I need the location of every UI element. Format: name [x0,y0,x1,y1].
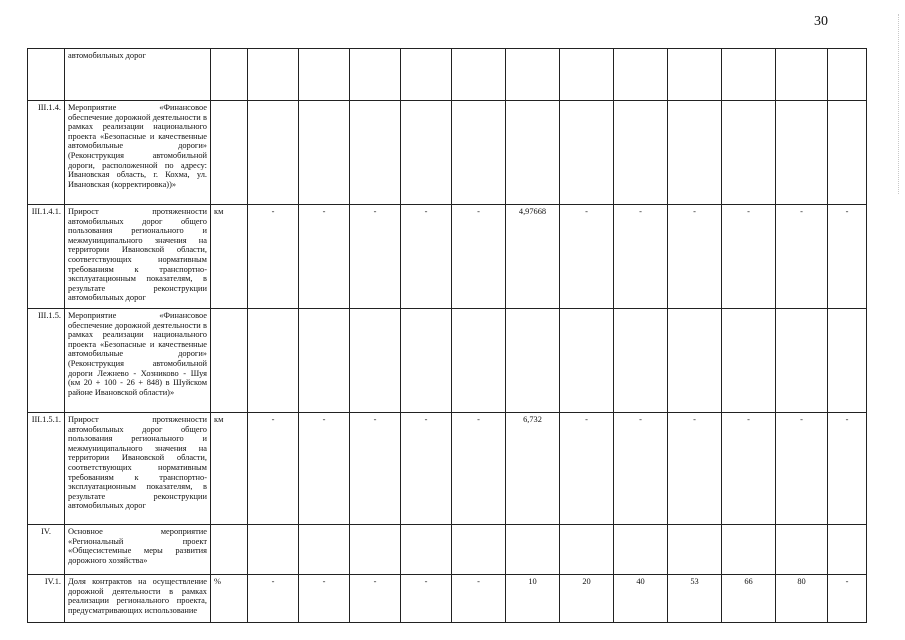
value-cell [828,49,867,101]
table-row [28,49,867,101]
table-row [28,413,867,525]
row-description: Мероприятие «Финансовое обеспечение дорожной деятельности в рамках реализации национального проекта «Безопасные и качественные автомобильные дороги» (Реконструкция автомобильной дороги, расположенной по адресу: Ивановская область, г. Кохма, ул. Ивановская (корректировка))» [65,101,211,205]
row-code: III.1.4.1. [28,205,65,309]
value-cell [299,49,350,101]
value-cell: - [299,205,350,309]
value-cell: 20 [560,575,614,623]
value-cell [614,309,668,413]
table-row [28,205,867,309]
value-cell [614,49,668,101]
value-cell [506,101,560,205]
row-unit: км [211,413,248,525]
value-cell [614,101,668,205]
value-cell [776,101,828,205]
value-cell [722,49,776,101]
value-cell: - [248,205,299,309]
row-unit: % [211,575,248,623]
row-description: Основное мероприятие «Региональный проект «Общесистемные меры развития дорожного хозяйства» [65,525,211,575]
value-cell [452,101,506,205]
value-cell: - [722,205,776,309]
value-cell [506,309,560,413]
table-row [28,525,867,575]
value-cell: 40 [614,575,668,623]
value-cell: - [350,575,401,623]
value-cell: - [401,575,452,623]
value-cell [401,49,452,101]
value-cell: 80 [776,575,828,623]
value-cell [248,309,299,413]
value-cell: - [299,413,350,525]
value-cell [560,525,614,575]
value-cell [350,525,401,575]
value-cell: - [248,413,299,525]
value-cell: - [248,575,299,623]
value-cell [506,49,560,101]
table-row [28,575,867,623]
value-cell [560,49,614,101]
value-cell [350,309,401,413]
value-cell [452,49,506,101]
value-cell: - [828,413,867,525]
value-cell [299,101,350,205]
value-cell: - [401,205,452,309]
value-cell [668,101,722,205]
value-cell [401,525,452,575]
row-unit [211,101,248,205]
row-description: Доля контрактов на осуществление дорожной деятельности в рамках реализации регионального проекта, предусматривающих использование [65,575,211,623]
value-cell: - [299,575,350,623]
value-cell [668,49,722,101]
page-number: 30 [814,14,828,29]
value-cell [722,309,776,413]
value-cell [776,309,828,413]
value-cell: - [614,205,668,309]
row-unit [211,309,248,413]
value-cell: 66 [722,575,776,623]
row-description: Мероприятие «Финансовое обеспечение дорожной деятельности в рамках реализации национального проекта «Безопасные и качественные автомобильные дороги» (Реконструкция автомобильной дороги Лежнево - Хозниково - Шуя (км 20 + 100 - 26 + 848) в Шуйском районе Ивановской области)» [65,309,211,413]
table-row [28,101,867,205]
value-cell: - [560,413,614,525]
row-unit: км [211,205,248,309]
value-cell [722,101,776,205]
value-cell [560,101,614,205]
value-cell: - [668,413,722,525]
value-cell [299,309,350,413]
row-code: IV.1. [28,575,65,623]
row-code [28,49,65,101]
indicator-table [27,48,867,623]
value-cell: 53 [668,575,722,623]
value-cell: - [452,413,506,525]
value-cell [350,49,401,101]
value-cell [614,525,668,575]
row-description: автомобильных дорог [65,49,211,101]
table-row [28,309,867,413]
value-cell [828,101,867,205]
value-cell: - [401,413,452,525]
value-cell [560,309,614,413]
value-cell [401,309,452,413]
value-cell [722,525,776,575]
value-cell: - [722,413,776,525]
value-cell: - [828,205,867,309]
value-cell [452,309,506,413]
row-unit [211,49,248,101]
value-cell [452,525,506,575]
row-description: Прирост протяженности автомобильных дорог общего пользования регионального и межмуниципального значения на территории Ивановской области, соответствующих нормативным требованиям к транспортно-эксплуатационным показателям, в результате реконструкции автомобильных дорог [65,205,211,309]
value-cell [776,525,828,575]
value-cell [506,525,560,575]
row-code: III.1.5.1. [28,413,65,525]
value-cell: 4,97668 [506,205,560,309]
row-code: III.1.5. [28,309,65,413]
row-unit [211,525,248,575]
value-cell [668,309,722,413]
value-cell [350,101,401,205]
value-cell: 6,732 [506,413,560,525]
row-description: Прирост протяженности автомобильных дорог общего пользования регионального и межмуниципального значения на территории Ивановской области, соответствующих нормативным требованиям к транспортно-эксплуатационным показателям, в результате реконструкции автомобильных дорог [65,413,211,525]
value-cell: - [614,413,668,525]
value-cell [776,49,828,101]
value-cell: 10 [506,575,560,623]
row-code: III.1.4. [28,101,65,205]
value-cell: - [452,205,506,309]
value-cell: - [668,205,722,309]
row-code: IV. [28,525,65,575]
value-cell: - [776,413,828,525]
value-cell: - [452,575,506,623]
value-cell: - [350,205,401,309]
value-cell: - [776,205,828,309]
value-cell [248,525,299,575]
value-cell: - [560,205,614,309]
scan-edge-marks [898,14,901,194]
value-cell [299,525,350,575]
value-cell [828,525,867,575]
value-cell: - [828,575,867,623]
value-cell [401,101,452,205]
value-cell [248,49,299,101]
value-cell [248,101,299,205]
value-cell [668,525,722,575]
value-cell: - [350,413,401,525]
value-cell [828,309,867,413]
